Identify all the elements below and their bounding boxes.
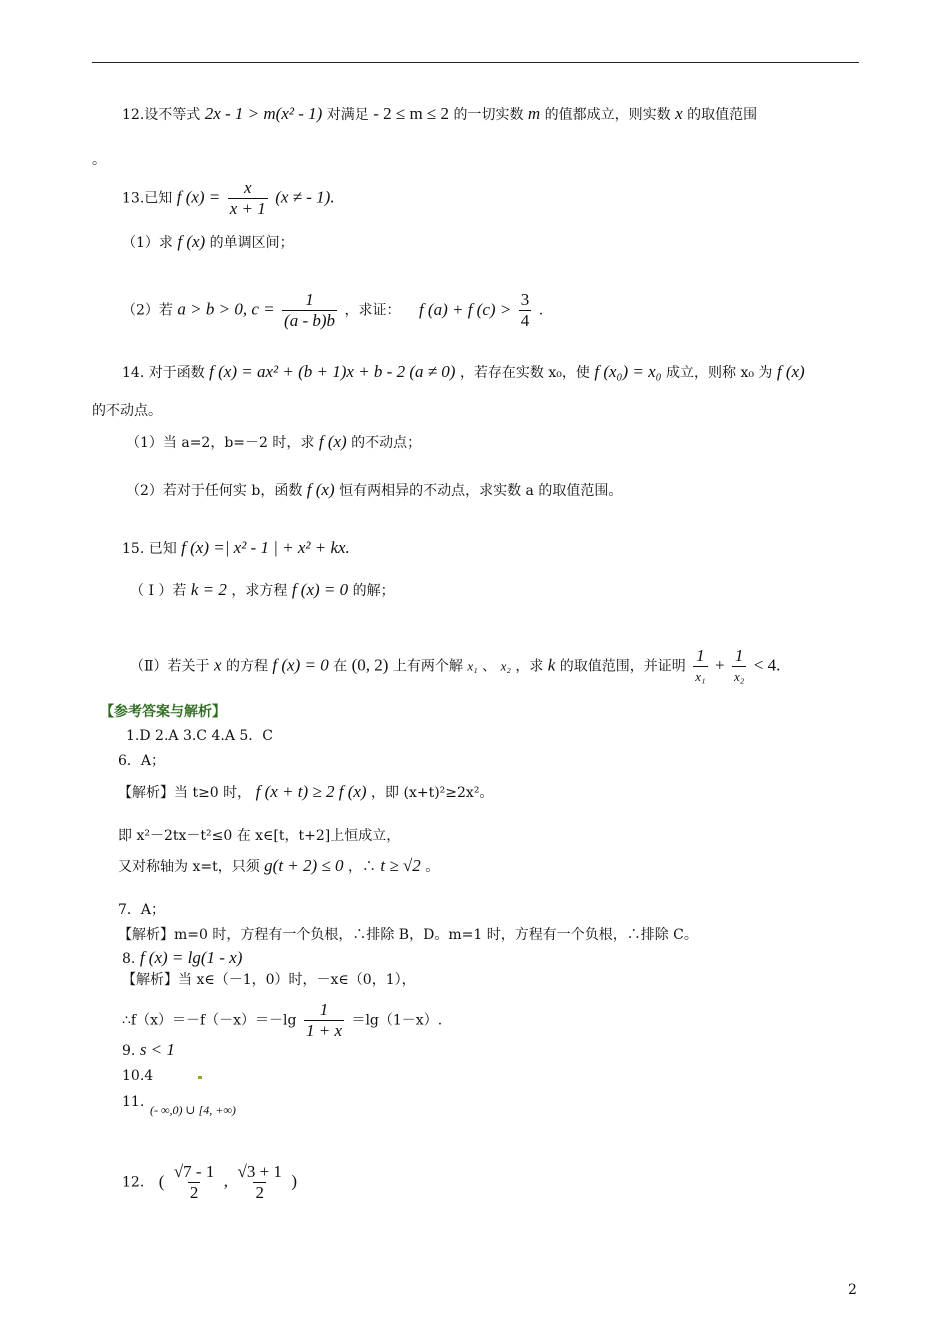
fraction-numerator: 1	[734, 646, 744, 665]
q1-equation: f (x) = 0	[291, 580, 349, 599]
answers-heading: 【参考答案与解析】	[100, 704, 226, 720]
fraction-numerator: 3	[520, 290, 530, 309]
q2-fraction	[282, 290, 337, 331]
problem-13-q2	[122, 290, 543, 331]
problem-14-q1	[126, 432, 421, 453]
answer-6-solution-2: 即 x²－2tx－t²≤0 在 x∈[t，t+2]上恒成立，	[118, 828, 401, 844]
answer-8	[122, 948, 242, 969]
page-number: 2	[848, 1282, 857, 1298]
answer-expression: (- ∞,0) ∪ [4, +∞)	[150, 1103, 236, 1117]
solution-text: ∴f（x）＝－f（－x）＝－lg	[122, 1012, 297, 1029]
fraction-denominator: 2	[189, 1183, 199, 1202]
q2-text: （2）若对于任何实 b，函数	[126, 483, 303, 499]
problem-12-text-3: 的值都成立，则实数	[544, 107, 671, 123]
answer-12	[122, 1162, 297, 1203]
problem-13	[122, 178, 335, 219]
problem-14-condition: f (x₀) = x₀	[594, 362, 662, 381]
problem-15-q1	[130, 580, 395, 601]
answer-7: 7．A；	[118, 902, 166, 918]
problem-12-label: 12.设不等式	[122, 107, 201, 123]
answer-expression: f (x) = lg(1 - x)	[139, 948, 243, 967]
answer-11	[150, 1100, 236, 1120]
comma: ,	[223, 1171, 229, 1191]
q2-interval: (0, 2)	[351, 655, 389, 675]
solution-expression: g(t + 2) ≤ 0	[264, 856, 344, 875]
problem-14-q2	[126, 480, 622, 501]
answer-label: 8.	[122, 951, 136, 967]
problem-14	[122, 362, 805, 383]
q2-text: 的方程	[225, 658, 268, 675]
problem-14-text: ，若存在实数 x₀，使	[459, 365, 590, 381]
answer-8-fraction	[304, 1000, 344, 1041]
open-paren: (	[158, 1171, 165, 1191]
solution-text-2: ＝lg（1－x）.	[351, 1012, 443, 1029]
fraction-numerator: x	[243, 178, 252, 197]
problem-13-fx: f (x) =	[176, 187, 221, 207]
solution-end: 。	[425, 859, 440, 875]
solution-end: ，即 (x+t)²≥2x²。	[371, 785, 494, 801]
answer-6: 6．A；	[118, 753, 166, 769]
q2-text-2: 在	[333, 658, 348, 675]
q2-x1: x₁	[467, 658, 478, 674]
solution-label: 【解析】当 t≥0 时，	[118, 785, 252, 801]
q1-label: （1）求	[122, 235, 173, 251]
q2-fraction-1	[693, 646, 707, 687]
q2-fraction-2	[732, 646, 746, 687]
problem-13-condition: (x ≠ - 1).	[275, 187, 335, 207]
problem-13-fraction	[228, 178, 268, 219]
q2-k: k	[547, 655, 556, 675]
problem-14-label: 14. 对于函数	[122, 365, 205, 381]
q2-fx: f (x)	[306, 480, 335, 499]
q1-fx: f (x)	[318, 432, 347, 451]
solution-expression: f (x + t) ≥ 2 f (x)	[255, 782, 367, 801]
decorative-mark	[198, 1076, 202, 1079]
q2-x: x	[213, 655, 222, 675]
q2-text-4: ，求	[515, 658, 544, 675]
problem-12-inequality: 2x - 1 > m(x² - 1)	[204, 104, 323, 123]
plus-sign: +	[714, 655, 725, 675]
solution-label: 又对称轴为 x=t，只须	[118, 859, 260, 875]
answer-11-label: 11.	[122, 1094, 145, 1110]
answer-label: 9.	[122, 1043, 136, 1059]
answer-8-solution-1: 【解析】当 x∈（－1，0）时，－x∈（0，1），	[122, 972, 416, 988]
q2-text-5: 的取值范围，并证明	[559, 658, 686, 675]
variable-x: x	[675, 104, 683, 123]
answers-1-5: 1.D 2.A 3.C 4.A 5．C	[126, 728, 274, 744]
q1-k: k = 2	[190, 580, 227, 599]
q1-fx: f (x)	[177, 232, 206, 251]
fraction-numerator: 1	[305, 290, 314, 309]
fraction-denominator: 4	[520, 311, 530, 330]
problem-14-fx: f (x)	[776, 362, 805, 381]
answer-expression: s < 1	[139, 1040, 175, 1059]
q1-end: 的不动点；	[351, 435, 422, 451]
problem-14-function: f (x) = ax² + (b + 1)x + b - 2 (a ≠ 0)	[209, 362, 456, 381]
fraction-denominator: x₂	[732, 666, 746, 687]
q1-label: （ I ）若	[130, 583, 187, 599]
problem-12-text-4: 的取值范围	[687, 107, 758, 123]
q2-label: （2）若	[122, 302, 173, 319]
q1-text: 的单调区间；	[209, 235, 294, 251]
problem-15	[122, 538, 350, 559]
answer-8-solution-2	[122, 1000, 442, 1041]
answer-7-solution: 【解析】m=0 时，方程有一个负根，∴排除 B，D。m=1 时，方程有一个负根，∴排除 C。	[118, 927, 698, 943]
therefore-sign: ，∴	[347, 859, 376, 875]
problem-13-q1	[122, 232, 294, 253]
problem-13-label: 13.已知	[122, 190, 173, 207]
q1-end: 的解；	[352, 583, 395, 599]
q2-separator: 、	[482, 658, 497, 675]
close-paren: )	[291, 1171, 298, 1191]
answer-6-solution-1	[118, 782, 493, 803]
fraction-numerator: √7 - 1	[173, 1162, 215, 1181]
problem-12-end: 。	[92, 152, 106, 168]
fraction-numerator: 1	[319, 1000, 329, 1019]
q1-text: ，求方程	[231, 583, 288, 599]
q2-condition: a > b > 0, c =	[177, 299, 275, 319]
problem-14-text-2: 成立，则称 x₀ 为	[666, 365, 773, 381]
q1-text: （1）当 a=2，b=－2 时，求	[126, 435, 315, 451]
answer-10: 10.4	[122, 1068, 154, 1084]
problem-12-text-2: 的一切实数	[453, 107, 524, 123]
q2-three-quarters	[519, 290, 532, 331]
q2-x2: x₂	[500, 658, 511, 674]
q2-end: 恒有两相异的不动点，求实数 a 的取值范围。	[339, 483, 623, 499]
problem-15-q2	[130, 646, 780, 687]
fraction-denominator: 1 + x	[305, 1021, 342, 1040]
fraction-denominator: x₁	[693, 666, 707, 687]
variable-m: m	[527, 104, 541, 123]
fraction-numerator: 1	[696, 646, 705, 665]
problem-12-condition: - 2 ≤ m ≤ 2	[373, 104, 450, 123]
header-rule	[92, 62, 859, 63]
answer-6-solution-3	[118, 856, 439, 877]
problem-12	[122, 104, 757, 125]
problem-15-function: f (x) =| x² - 1 | + x² + kx.	[181, 538, 350, 557]
answer-12-fraction-2	[236, 1162, 284, 1203]
problem-12-text: 对满足	[326, 107, 369, 123]
answer-label: 12.	[122, 1174, 145, 1191]
fraction-denominator: (a - b)b	[284, 311, 336, 330]
solution-result: t ≥ √2	[380, 856, 421, 875]
q2-end: < 4.	[753, 655, 781, 675]
q2-end: .	[538, 302, 544, 319]
problem-14-line2: 的不动点。	[92, 403, 162, 419]
q2-label: （Ⅱ）若关于	[130, 658, 210, 675]
q2-text: ，求证：	[344, 302, 401, 319]
fraction-denominator: x + 1	[229, 199, 266, 218]
fraction-denominator: 2	[255, 1183, 264, 1202]
fraction-numerator: √3 + 1	[237, 1162, 282, 1181]
answer-9	[122, 1040, 175, 1061]
q2-equation: f (x) = 0	[272, 655, 329, 675]
problem-15-label: 15. 已知	[122, 541, 177, 557]
answer-12-fraction-1	[172, 1162, 217, 1203]
q2-text-3: 上有两个解	[392, 658, 463, 675]
q2-expression: f (a) + f (c) >	[418, 299, 512, 319]
